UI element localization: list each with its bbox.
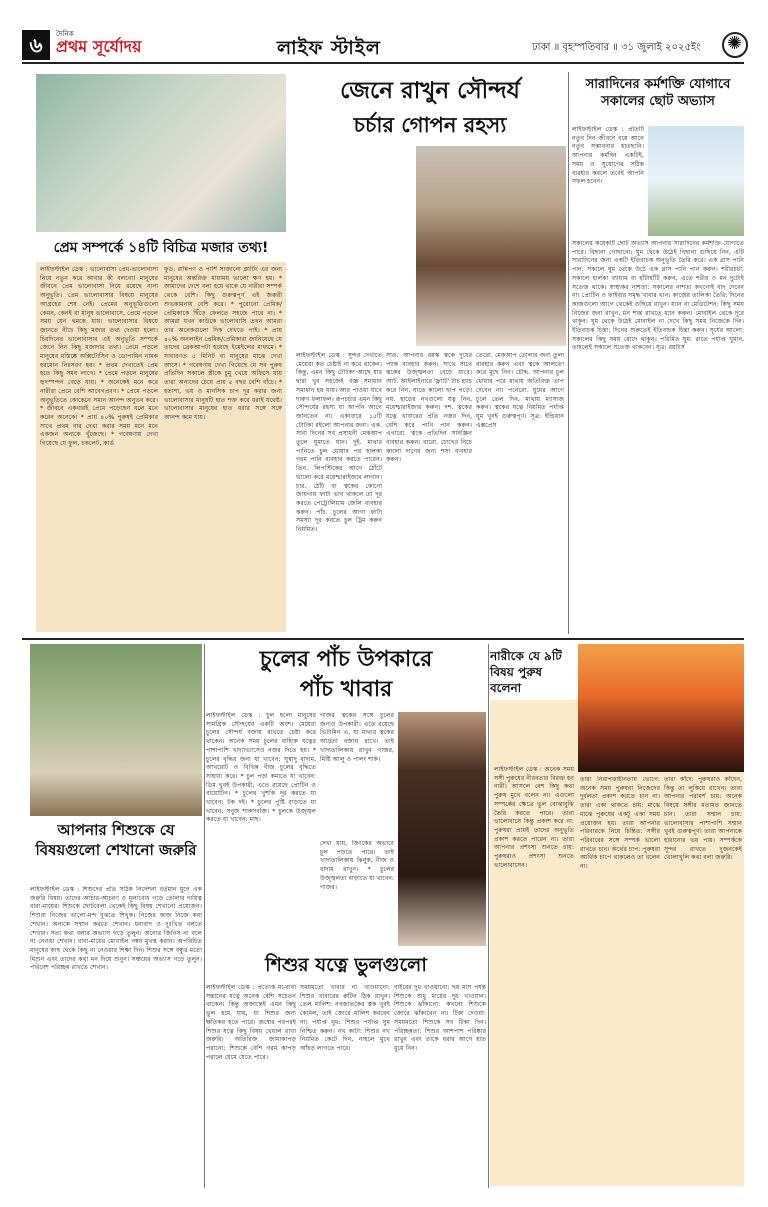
hair-headline-line1: চুলের পাঁচ উপকারে — [259, 647, 433, 672]
masthead — [22, 30, 744, 64]
beauty-headline-line1: জেনে রাখুন সৌন্দর্য — [340, 78, 520, 104]
beauty-headline-line2: চর্চার গোপন রহস্য — [353, 113, 507, 137]
hair-headline-line2: পাঁচ খাবার — [299, 677, 393, 702]
children-photo — [30, 644, 202, 816]
baby-body-col2: সময়মতো খাবার না খাওয়ানো: শিশুর খাবারের রুটিন ঠিক রাখুন। তেল মালিশ: নবজাতকের ত্বক খুবই কোমল, তাই জোরে মালিশ করবেন না। পর্যাপ্ত ঘুম: শিশুর পর্যাপ্ত ঘুম নিশ্চিত করুন। নখ কাটা: শিশুর নখ নিয়মিত কেটে দিন, নাহলে মুখে আঁচড় লাগতে পারে। — [300, 984, 390, 1052]
women-body-col1: লাইফস্টাইল ডেস্ক : অনেক সময় সঙ্গী পুরুষের নীরবতার বিরক্ত হন নারী। আসলে বেশ কিছু কথা পুরুষ মুখে বলেন না। এগুলো সম্পর্কের ক্ষেত্রে ভুল বোঝাবুঝি তৈরি করতে পারে। তারা ভালোবাসে কিন্তু প্রকাশ করে না: পুরুষরা প্রায়ই তাদের অনুভূতি প্রকাশ করতে পারেন না। তারা আপনার প্রশংসা শুনতে চায়: পুরুষরাও প্রশংসা শুনতে ভালোবাসেন। — [494, 766, 574, 869]
love-body-col1: লাইফস্টাইল ডেস্ক : ভালোবাসা প্রেম-ভালোবাসা নিয়ে নতুন করে আবার কী বলবো! মানুষের জীবনে প্রেম ভালোবাসা নিয়ে রয়েছে নানা অনুভূতি। প্রেম ভালোবাসার বিষয়ে মানুষের আগ্রহের শেষ নেই। প্রেমের অনুভূতিগুলো কেমন, কেনই বা মানুষ ভালোবাসে, প্রেমে পড়লে সময় যেন থমকে যায়। ভালোবাসার বিষয়ে জানতে নীচে কিছু মজার তথ্য দেওয়া হলো। চিরদিনের ভালোবাসার এই অনুভূতি সম্পর্কে জেনে নিন কিছু মজাদার তথ্য। প্রেমে পড়লে মানুষের মস্তিষ্কে অক্সিটোসিন ও ডোপামিন নামক হরমোন নিঃসরণ হয়। * প্রথম দেখাতেই প্রেম হতে কিছু সময় লাগে। * প্রেমে পড়লে মানুষের হৃদস্পন্দন বেড়ে যায়। * অনেকেই মনে করে নারীরা প্রেমে বেশি আবেগপ্রবণ। * প্রেমে পড়লে অনুভূতিতে কোকেনে সমান আনন্দ অনুভব করে। * জীবনে একবারই প্রেমে পড়েছেন বলে মনে করেন অনেকে। * প্রায় ৪০% পুরুষই প্রেমিকার সাথে প্রথম বার দেখা করার সময় মনে মনে একজন অন্যকে খুঁজেছে। * গবেষণায় দেখা গিয়েছে যে ফুল, চকলেট, কার্ড — [40, 266, 158, 448]
habits-headline: সারাদিনের কর্মশক্তি যোগাবে সকালের ছোট অভ্যাস — [585, 77, 731, 109]
section-title: লাইফ স্টাইল — [277, 37, 381, 59]
women-body-col2: তারা নিরাপত্তাহীনতায় ভোগে: অনেক সময় পুরুষরা নিজেদের দুর্বলতা প্রকাশ করতে চান না। তারা একা থাকতে চায়: মাঝে মাঝে পুরুষের একটু একা সময় প্রয়োজন হয়। তারা আপনার পরিবারকে নিয়ে চিন্তিত: সঙ্গীর পরিবারের সঙ্গে সম্পর্ক ভালো রাখতে চান। অর্থের চাপ: পুরুষরা আর্থিক চাপে থাকলেও তা বলেন না। — [580, 776, 660, 871]
baby-headline: শিশুর যত্নে ভুলগুলো — [265, 954, 427, 976]
baby-body-col3: বাইরের দুধ খাওয়ানো: ছয় মাস পর্যন্ত শিশুকে শুধু মায়ের দুধ খাওয়ান। শিশুকে ঝাঁকানো: কখনো শিশুকে জোরে ঝাঁকাবেন না। টিকা দেওয়া: সময়মতো শিশুকে সব টিকা দিন। পরিচ্ছন্নতা: শিশুর আশপাশ পরিষ্কার রাখুন এবং তাকে ধরার আগে হাত ধুয়ে নিন। — [394, 984, 486, 1052]
hair-body-col1: লাইফস্টাইল ডেস্ক : চুল হলো মানুষের সামগ্রিক সৌন্দর্যের একটি অংশ। মেয়েরা চুলের সৌন্দর্য বজায় রাখতে চেষ্টা করে থাকেন। অনেক সময় চুলের বাহ্যিক যত্নের পাশাপাশি খাদ্যাভ্যাসেও নজর দিতে হয়। * চুলের বৃদ্ধির জন্য যা খাবেন: সুস্বাদু বাদাম, আখরোট ও বিভিন্ন বীজ চুলের বৃদ্ধিতে সাহায্য করে। * চুল পড়া কমাতে যা খাবেন: ডিম খুবই উপকারী, এতে রয়েছে প্রোটিন ও বায়োটিন। * চুলের খুশকি দূর করতে যা খাবেন: টক দই। * চুলের পুষ্টি বাড়াতে যা খাবেন: সবুজ শাকসবজি। * চুলকে উজ্জ্বল করতে যা খাবেন: মাছ। — [206, 712, 316, 824]
habits-body: সকালের কয়েকটি ছোট অভ্যাস আপনার সারাদিনের কর্মশক্তি যোগাতে পারে। বিছানা গোছানো: ঘুম থেকে উঠেই বিছানা গুছিয়ে নিন, এটি সারাদিনের জন্য একটি ইতিবাচক অনুভূতি তৈরি করে। এক গ্লাস পানি পান: সকালে ঘুম থেকে উঠে এক গ্লাস পানি পান করুন। শরীরচর্চা: সকালে হালকা ব্যায়াম বা হাঁটাহাঁটি করুন, এতে শরীর ও মন দুটোই সতেজ থাকে। স্বাস্থ্যকর নাশতা: সকালের নাশতা কখনোই বাদ দেবেন না। প্রোটিন ও ফাইবার সমৃদ্ধ খাবার খান। কাজের তালিকা তৈরি: দিনের কাজগুলো আগে থেকেই গুছিয়ে রাখুন। ধ্যান বা মেডিটেশন: কিছু সময় নিজের জন্য রাখুন, মন শান্ত রাখতে ধ্যান করুন। মোবাইল থেকে দূরে থাকুন: ঘুম থেকে উঠেই মোবাইল না দেখে কিছু সময় নিজেকে দিন। ইতিবাচক চিন্তা: দিনের শুরুতেই ইতিবাচক চিন্তা করুন। সূর্যের আলো: সকালের কিছু সময় রোদে থাকুন। পরিমিত ঘুম: রাতে পর্যাপ্ত ঘুমান, তাহলেই সকালে সতেজ থাকবেন। সূত্র: রয়টার্স — [572, 240, 744, 352]
love-headline: প্রেম সম্পর্কে ১৪টি বিচিত্র মজার তথ্য! — [53, 240, 269, 256]
baby-body-col1: লাইফস্টাইল ডেস্ক : প্রত্যেক মা-বাবা সন্তানের যত্নে অনেক বেশি সচেতন থাকেন। কিন্তু অজান্তেই এমন কিছু ভুল হয়ে যায়, যা শিশুর জন্য ক্ষতিকর হতে পারে। জন্মের পরপরই শিশুর যত্নে কিছু বিষয় খেয়াল রাখা জরুরি। অতিরিক্ত জামাকাপড় পরানো: শিশুকে বেশি গরম কাপড় পরালে ঘেমে যেতে পারে। — [206, 984, 296, 1061]
section-divider — [22, 638, 744, 640]
women-body-col3: তারা কাঁদে: পুরুষরাও কাঁদেন, কিন্তু তা লুকিয়ে রাখেন। তারা আপনার পরামর্শ চায়: অনেক বিষয়ে সঙ্গীর মতামত জানতে চান। তারা সম্মান চায়: ভালোবাসার পাশাপাশি সম্মান খুবই গুরুত্বপূর্ণ। তারা আপনাকে হারানোর ভয় পায়। সম্পর্ককে সুন্দর রাখতে দুজনকেই খোলাখুলি কথা বলা জরুরি। — [664, 776, 742, 862]
habits-body-intro: লাইফস্টাইল ডেস্ক : প্রতিটি নতুন দিন জীবনে বয়ে আনে নতুন সম্ভাবনার হাতছানি। আপনার কর্মদিন একটিই, সময় ও সুযোগের সঠিক ব্যবহার করলে তবেই আপনি সফল হবেন। — [572, 126, 644, 186]
women-headline: নারীকে যে ৯টি বিষয় পুরুষ বলেনা — [490, 649, 562, 695]
love-body-col2: ফুড, রান্নিপণ ও পার্শি সাজানো ক্লাটিং এর জন্য মানুষের অন্তরিক্ত মায়াময় ভালো ক্ষণ হয়। * আমাদের দেশে বলা হয়ে থাকে যে নারীরা সম্পর্ক থেকে বেশি। কিছু গুরুত্বপূর্ণ এই জরুরী শুভকামনায় বেশি করে। * পুরোনো প্রেমিক/প্রেমিকাকে ছিঁড়ে ফেলতে সহজে পারে না। * আমরা যখন কাউকে ভালোবাসি তখন আমরা তার অনেকগুলো দিক দেখতে পাই। * প্রায় ৪০% অনলাইন প্রেমিক/প্রেমিকারা জানিয়েছে যে তাদের ব্রেকআপটা হয়েছে ইমেইলের মাধ্যমে। * সাধারণত ৫ মিনিট বা মানুষের মাঝে দেখা আসে। * গবেষণায় দেখা গিয়েছে যে সব পুরুষ প্রতিদিন সকালে স্ত্রীকে চুমু খেয়ে অফিসে যায় তারা অন্যদের চেয়ে প্রায় ৫ বছর বেশি বাঁচে। * হতাশা, ভয় ও মানসিক চাপ দূর করার জন্য ভালোবাসার মানুষটি হাত শক্ত করে ধরাই যথেষ্ট। ভালোবাসার মানুষের হাত ধরার সঙ্গে সঙ্গে আনন্দ কমে যায়। — [164, 266, 282, 421]
column-divider — [204, 644, 205, 1188]
long-hair-photo — [398, 712, 486, 946]
sunset-couple-photo — [578, 644, 744, 772]
beauty-body-col3: তেরো. মেকআপ তোলার জন্য তুলা ব্যবহার করুন এবং ত্বকে আলতো করে মুছে নিন। চৌদ্দ. আপনার চুল ধোয়ার পরে মাথায় অতিরিক্ত তাপ দেবেন না। পনেরো. ঘুমের আগে চুলে তেল দিন, মাথায় ম্যাসাজ করুন। ত্বকের যত্নে নিয়মিত পর্যাপ্ত ঘুম খুবই গুরুত্বপূর্ণ। সূত্র: ইন্ডিয়ান এক্সপ্রেস — [476, 352, 564, 429]
column-divider — [488, 644, 489, 1188]
column-divider — [568, 72, 569, 634]
lotus-emblem-icon — [722, 32, 748, 58]
beauty-body-col1: লাইফস্টাইল ডেস্ক : সুন্দর দেখাতে মেয়েরা কত চেষ্টাই না করে থাকেন। কিন্তু, এমন কিছু টোটকা আছে যার দ্বারা খুব সহজেই বজ্ঞ সমাধান সমাধান হয় যায়। আর পাওয়া যাবে দারুণ ফলাফল। রূপচর্চার এমন কিছু সৌন্দর্যের রহস্য যা আপনি আগে জানতেন না। একাবারে ১৫টি টোটকা রইলো আপনার জন্য। এক. সারা দিনের সব প্রসাধনী মেকআপ তুলে ঘুমাতে যান। দুই. মাথার পানিতে চুল ধোয়ার পর হালকা গরম পানি ব্যবহার করতে পারেন। তিন. লিপস্টিকের আগে ঠোঁটে ভালো করে ময়েশ্চারাইজার লাগান। চার. ঠোঁট বা ত্বকের কোনো জায়গায় ফাটা ভাব থাকলে তা দূর করতে পেট্রোলিয়াম জেলি ব্যবহার করুন। পাঁচ. চুলের আগা ফাটা সমস্যা দূর করতে চুল ট্রিম করুন নিয়মিত। — [296, 352, 382, 534]
children-headline: আপনার শিশুকে যে বিষয়গুলো শেখানো জরুরি — [35, 821, 197, 859]
couple-photo — [36, 74, 286, 232]
brand-name: প্রথম সূর্যোদয় — [56, 37, 142, 56]
beauty-body-col2: সাত. আপনার বয়স্ক ত্বকে দুধের প্যাক ব্যবহার করুন। সাথে সাথে ত্বকের উজ্জ্বলতা বেড়ে যাবে। আট. আইলাইনারে 'ফ্ল্যাট' টাচ হ্যাচ করে নিন, যাতে কালো ছাপ পড়ে। নয়. হাতের নখগুলো যত্ন নিন, ময়েশ্চারাইজার করুন। দশ. ত্বকের যত্নে খাবারের প্রতি নজর দিন, বেশি করে পানি পান করুন। এগারো. ত্বকে প্রতিদিন সানস্ক্রিন ব্যবহার করুন। বারো. চোখের নিচে কালো দাগের জন্য শসা ব্যবহার করুন। — [386, 352, 472, 464]
page-number: ৬ — [22, 30, 50, 60]
woman-portrait-photo — [416, 146, 566, 346]
dateline: ঢাকা ॥ বৃহস্পতিবার ॥ ৩১ জুলাই ২০২৫ইং — [532, 42, 701, 53]
children-body: লাইফস্টাইল ডেস্ক : শিশুদের প্রতি সঠিক নির্দেশনা বর্তমান যুগে এক জরুরি বিষয়। তাদের আচার-আচরণ ও মূল্যবোধ গড়ে তোলার দায়িত্ব বাবা-মায়ের। শিশুকে ছোটবেলা থেকেই কিছু বিষয় শেখানো প্রয়োজন। শিশুরা নিজের ভালো-মন্দ বুঝতে শিখুক। নিজের কাজ নিজে করা শেখান। অন্যকে সম্মান করতে শেখান। ধন্যবাদ ও দুঃখিত বলতে শেখান। সত্য কথা বলার অভ্যাস গড়ে তুলুন। অন্যের জিনিস না বলে না নেওয়া শেখান। বাবা-মায়ের মোবাইল নম্বর মুখস্থ করান। অপরিচিত মানুষের কাছ থেকে কিছু না নেওয়ার শিক্ষা দিন। শিশুর সঙ্গে বন্ধুর মতো মিশুন এবং তাদের কথা মন দিয়ে শুনুন। সঞ্চয়ের অভ্যাস গড়ে তুলুন। পরিবেশ পরিচ্ছন্ন রাখতে শেখান। — [30, 886, 202, 972]
hair-body-col2: গাজর ত্বকের সঙ্গে চুলের জন্যও উপকারী। এতে রয়েছে ভিটামিন এ, যা মাথার ত্বকের আর্দ্রতা বজায় রাখে। তাই খাদ্যতালিকায় রাখুন গাজর, মিষ্টি আলু ও পালং শাক। — [320, 712, 394, 763]
hair-body-col3: দেখা যায়, জিংকের অভাবে চুল পড়তে পারে। তাই খাদ্যতালিকায় ঝিনুক, বীজ ও বাদাম রাখুন। * চুলের উজ্জ্বলতা বাড়াতে যা খাবেন: গাজর। — [320, 840, 394, 891]
exercise-photo — [648, 126, 744, 236]
newspaper-logo — [56, 34, 141, 61]
brand-prefix: দৈনিক — [56, 30, 74, 38]
